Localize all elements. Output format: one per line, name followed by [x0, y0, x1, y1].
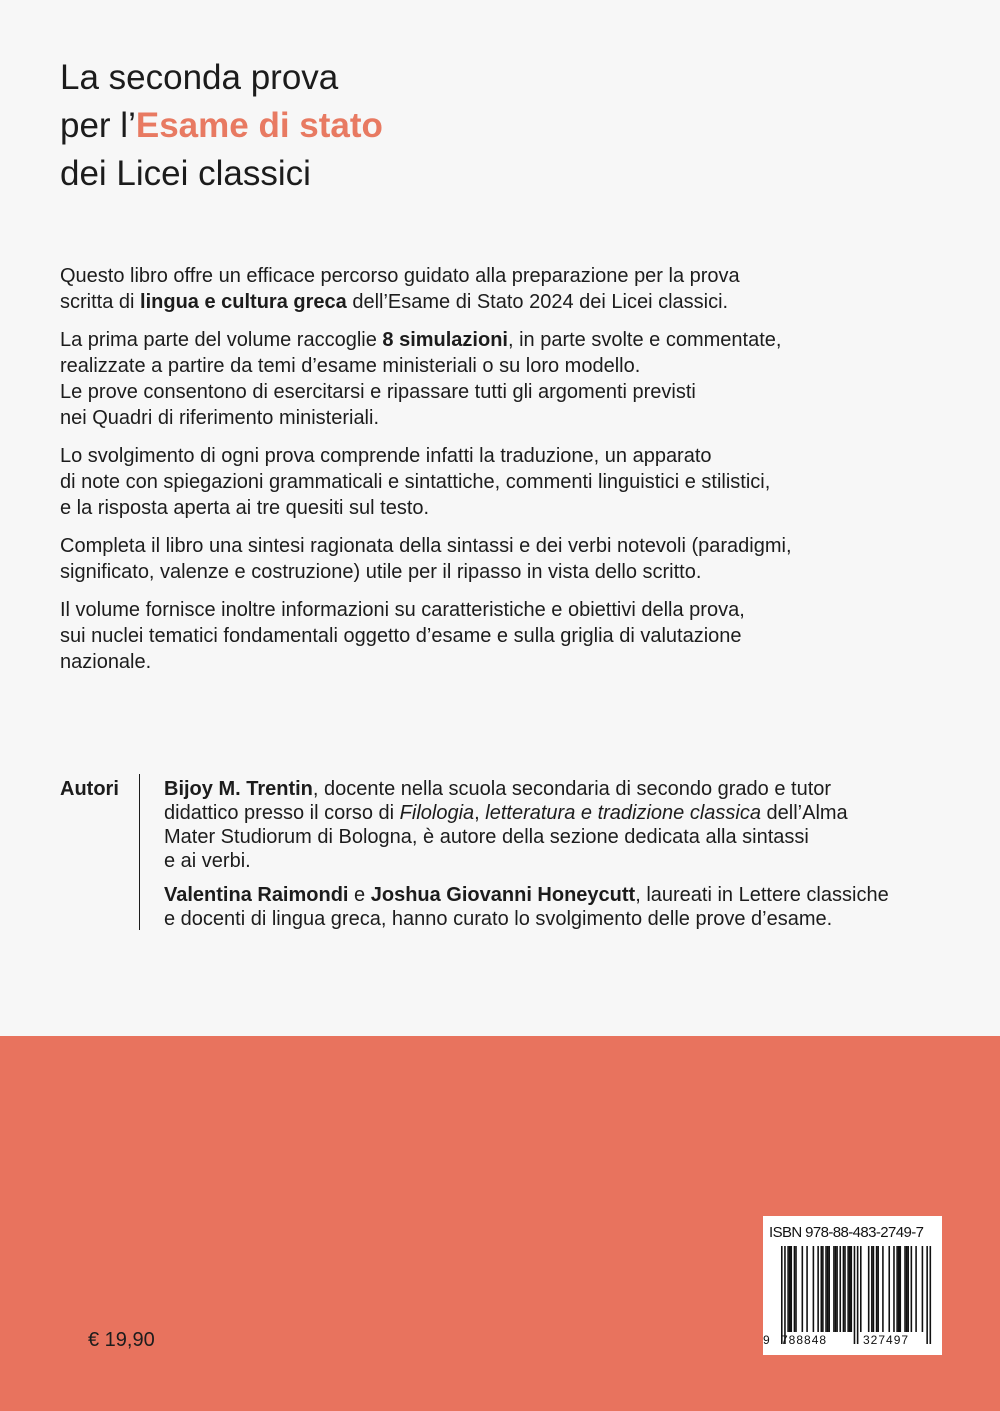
barcode-bar — [876, 1246, 878, 1332]
barcode-bar — [817, 1246, 819, 1332]
italic-segment: Filologia — [399, 802, 475, 824]
title-line-2 — [60, 102, 383, 150]
description-paragraph-1 — [60, 263, 950, 315]
title-line-1: La seconda prova — [60, 58, 339, 97]
barcode-bar — [787, 1246, 789, 1332]
barcode-guard-bar — [781, 1246, 783, 1344]
barcode-digits-right: 327497 — [863, 1333, 910, 1347]
barcode-bar — [851, 1246, 853, 1332]
text-line: nei Quadri di riferimento ministeriali. — [60, 407, 380, 429]
title-line-2-prefix: per l’ — [60, 106, 136, 145]
text-line: e ai verbi. — [164, 850, 251, 872]
text-line: Il volume fornisce inoltre informazioni su caratteristiche e obiettivi della prova, — [60, 599, 745, 621]
text-line: nazionale. — [60, 651, 152, 673]
barcode-bar — [888, 1246, 890, 1332]
barcode-bar — [873, 1246, 875, 1332]
barcode-bar — [844, 1246, 846, 1332]
barcode-bar — [789, 1246, 791, 1332]
text-line: Lo svolgimento di ogni prova comprende infatti la traduzione, un apparato — [60, 445, 712, 467]
barcode-digit-first: 9 — [763, 1333, 771, 1347]
bold-segment: 8 simulazioni — [382, 329, 508, 351]
text-line: e docenti di lingua greca, hanno curato lo svolgimento delle prove d’esame. — [164, 908, 833, 930]
author-name: Valentina Raimondi — [164, 884, 349, 906]
barcode-bar — [836, 1246, 838, 1332]
barcode-bar — [849, 1246, 851, 1332]
text-line — [60, 289, 950, 315]
italic-segment: letteratura e tradizione classica — [485, 802, 761, 824]
text-segment: dell’Alma — [760, 802, 848, 824]
barcode-bar — [835, 1246, 837, 1332]
barcode-bar — [904, 1246, 906, 1332]
text-line: e la risposta aperta ai tre quesiti sul testo. — [60, 497, 430, 519]
bold-segment: lingua e cultura greca — [140, 291, 347, 313]
barcode-bar — [827, 1246, 829, 1332]
text-segment: dell’Esame di Stato 2024 dei Licei classici. — [346, 291, 729, 313]
barcode-bar — [871, 1246, 873, 1332]
description-paragraph-3 — [60, 443, 950, 521]
text-line — [60, 327, 950, 353]
text-line: Completa il libro una sintesi ragionata della sintassi e dei verbi notevoli (paradigmi, — [60, 535, 792, 557]
authors-label: Autori — [60, 778, 119, 800]
barcode-bar — [847, 1246, 849, 1332]
author-name: Bijoy M. Trentin — [164, 778, 313, 800]
text-segment: , — [474, 802, 486, 824]
barcode-bar — [882, 1246, 884, 1332]
text-line: sui nuclei tematici fondamentali oggetto d’esame e sulla griglia di valutazione — [60, 625, 742, 647]
text-line: significato, valenze e costruzione) utile per il ripasso in vista dello scritto. — [60, 561, 702, 583]
barcode-bar — [822, 1246, 824, 1332]
barcode-bar — [833, 1246, 835, 1332]
barcode-bar — [813, 1246, 815, 1332]
barcode-guard-bar — [784, 1246, 786, 1344]
barcode-bar — [893, 1246, 895, 1332]
text-line — [164, 883, 954, 907]
price: € 19,90 — [88, 1329, 155, 1351]
barcode-bar — [806, 1246, 808, 1332]
barcode-bar — [825, 1246, 827, 1332]
barcode-digits-left: 788848 — [781, 1333, 828, 1347]
description-paragraph-2 — [60, 327, 950, 431]
authors-block — [164, 777, 954, 941]
text-line — [164, 801, 954, 825]
isbn-text: ISBN 978-88-483-2749-7 — [769, 1224, 924, 1241]
text-line: Questo libro offre un efficace percorso guidato alla preparazione per la prova — [60, 265, 740, 287]
barcode-bar — [911, 1246, 913, 1332]
barcode-bar — [839, 1246, 841, 1332]
text-segment: , laureati in Lettere classiche — [635, 884, 889, 906]
barcode-guard-bar — [930, 1246, 932, 1344]
barcode-guard-bar — [857, 1246, 859, 1344]
text-segment: , in parte svolte e commentate, — [507, 329, 782, 351]
barcode-bar — [843, 1246, 845, 1332]
text-segment: didattico presso il corso di — [164, 802, 400, 824]
barcode-bar — [821, 1246, 823, 1332]
text-line — [164, 777, 954, 801]
barcode-bar — [790, 1246, 792, 1332]
title-line-3: dei Licei classici — [60, 154, 311, 193]
title-accent: Esame di stato — [135, 106, 383, 145]
barcode-bar — [802, 1246, 804, 1332]
barcode-bar — [922, 1246, 924, 1332]
authors-divider — [139, 774, 140, 930]
text-segment: , docente nella scuola secondaria di secondo grado e tutor — [312, 778, 832, 800]
text-line: Le prove consentono di esercitarsi e ripassare tutti gli argomenti previsti — [60, 381, 696, 403]
text-line: Mater Studiorum di Bologna, è autore della sezione dedicata alla sintassi — [164, 826, 809, 848]
barcode-guard-bar — [926, 1246, 928, 1344]
book-title — [60, 54, 383, 198]
text-line: realizzate a partire da temi d’esame ministeriali o su loro modello. — [60, 355, 641, 377]
barcode-bar — [860, 1246, 862, 1332]
barcode-bar — [898, 1246, 900, 1332]
barcode-bar — [906, 1246, 908, 1332]
author-name: Joshua Giovanni Honeycutt — [370, 884, 636, 906]
author-entry-1 — [164, 777, 954, 873]
barcode-bar — [896, 1246, 898, 1332]
barcode-bar — [915, 1246, 917, 1332]
barcode-bar — [900, 1246, 902, 1332]
author-entry-2 — [164, 883, 954, 931]
barcode-bar — [907, 1246, 909, 1332]
text-segment: e — [348, 884, 371, 906]
barcode-bar — [828, 1246, 830, 1332]
text-line: di note con spiegazioni grammaticali e sintattiche, commenti linguistici e stilistici, — [60, 471, 771, 493]
barcode-bar — [868, 1246, 870, 1332]
barcode-bar — [877, 1246, 879, 1332]
barcode-label — [763, 1216, 942, 1355]
barcode-guard-bar — [854, 1246, 856, 1344]
barcode-bar — [794, 1246, 796, 1332]
description — [60, 263, 950, 687]
description-paragraph-4 — [60, 533, 950, 585]
text-segment: scritta di — [60, 291, 141, 313]
barcode-bar — [795, 1246, 797, 1332]
text-segment: La prima parte del volume raccoglie — [60, 329, 383, 351]
barcode — [769, 1246, 937, 1347]
description-paragraph-5 — [60, 597, 950, 675]
